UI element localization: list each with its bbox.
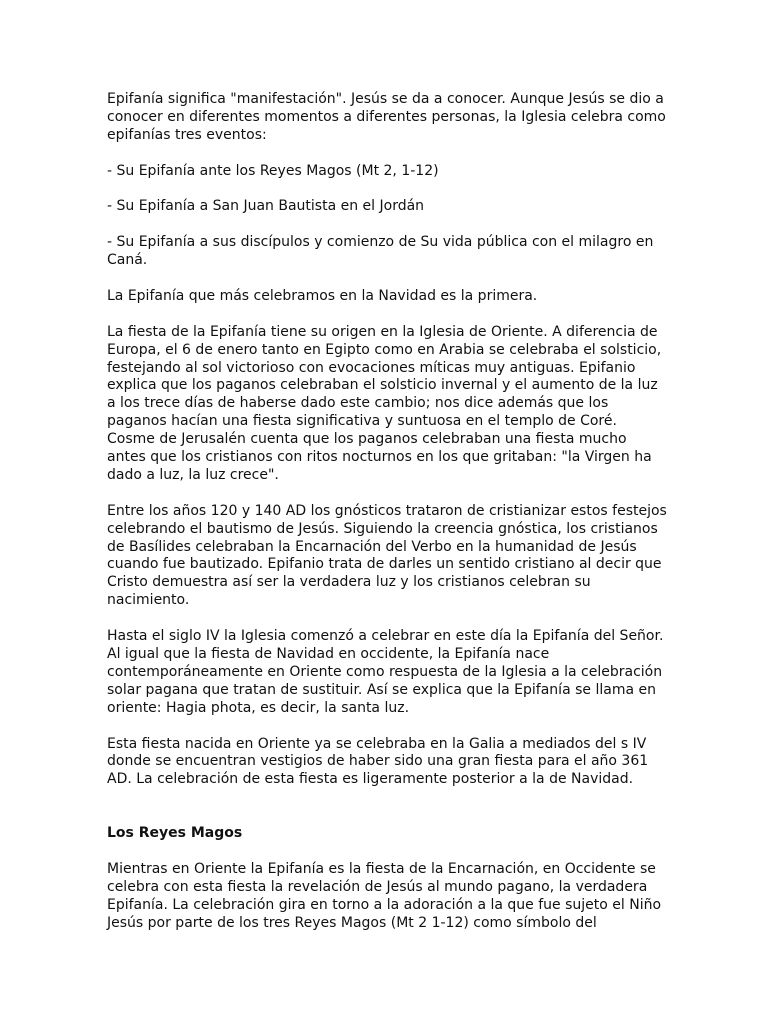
section-heading: Los Reyes Magos <box>107 825 243 842</box>
document-page <box>107 91 667 950</box>
list-item-reyes-magos: - Su Epifanía ante los Reyes Magos (Mt 2, 1-12) <box>107 162 439 179</box>
list-item-discipulos: - Su Epifanía a sus discípulos y comienzo de Su vida pública con el milagro en Caná. <box>107 234 654 269</box>
paragraph-siglo-iv: Hasta el siglo IV la Iglesia comenzó a celebrar en este día la Epifanía del Señor. Al igual que la fiesta de Navidad en occidente, la Epifanía nace contemporáneamente en Oriente como respuesta de la Iglesia a la celebración solar pagana que tratan de sustituir. Así se explica que la Epifanía se llama en oriente: Hagia phota, es decir, la santa luz. <box>107 628 664 716</box>
paragraph-primera: La Epifanía que más celebramos en la Navidad es la primera. <box>107 287 538 304</box>
paragraph-galia: Esta fiesta nacida en Oriente ya se celebraba en la Galia a mediados del s IV donde se encuentran vestigios de haber sido una gran fiesta para el año 361 AD. La celebración de esta fiesta es ligeramente posterior a la de Navidad. <box>107 735 649 788</box>
paragraph-origen: La fiesta de la Epifanía tiene su origen en la Iglesia de Oriente. A diferencia de Europa, el 6 de enero tanto en Egipto como en Arabia se celebraba el solsticio, festejando al sol victorioso con evocaciones míticas muy antiguas. Epifanio explica que los paganos celebraban el solsticio invernal y el aumento de la luz a los trece días de haberse dado este cambio; nos dice además que los paganos hacían una fiesta significativa y suntuosa en el templo de Coré. Cosme de Jerusalén cuenta que los paganos celebraban una fiesta mucho antes que los cristianos con ritos nocturnos en los que gritaban: "la Virgen ha dado a luz, la luz crece". <box>107 323 662 483</box>
paragraph-gnosticos: Entre los años 120 y 140 AD los gnósticos trataron de cristianizar estos festejos celebrando el bautismo de Jesús. Siguiendo la creencia gnóstica, los cristianos de Basílides celebraban la Encarnación del Verbo en la humanidad de Jesús cuando fue bautizado. Epifanio trata de darles un sentido cristiano al decir que Cristo demuestra así ser la verdadera luz y los cristianos celebran su nacimiento. <box>107 502 667 609</box>
list-item-san-juan: - Su Epifanía a San Juan Bautista en el Jordán <box>107 198 425 215</box>
paragraph-reyes-magos: Mientras en Oriente la Epifanía es la fiesta de la Encarnación, en Occidente se celebra con esta fiesta la revelación de Jesús al mundo pagano, la verdadera Epifanía. La celebración gira en torno a la adoración a la que fue sujeto el Niño Jesús por parte de los tres Reyes Magos (Mt 2 1-12) como símbolo del <box>107 860 662 931</box>
paragraph-definition: Epifanía significa "manifestación". Jesús se da a conocer. Aunque Jesús se dio a conocer en diferentes momentos a diferentes personas, la Iglesia celebra como epifanías tres eventos: <box>107 91 666 143</box>
